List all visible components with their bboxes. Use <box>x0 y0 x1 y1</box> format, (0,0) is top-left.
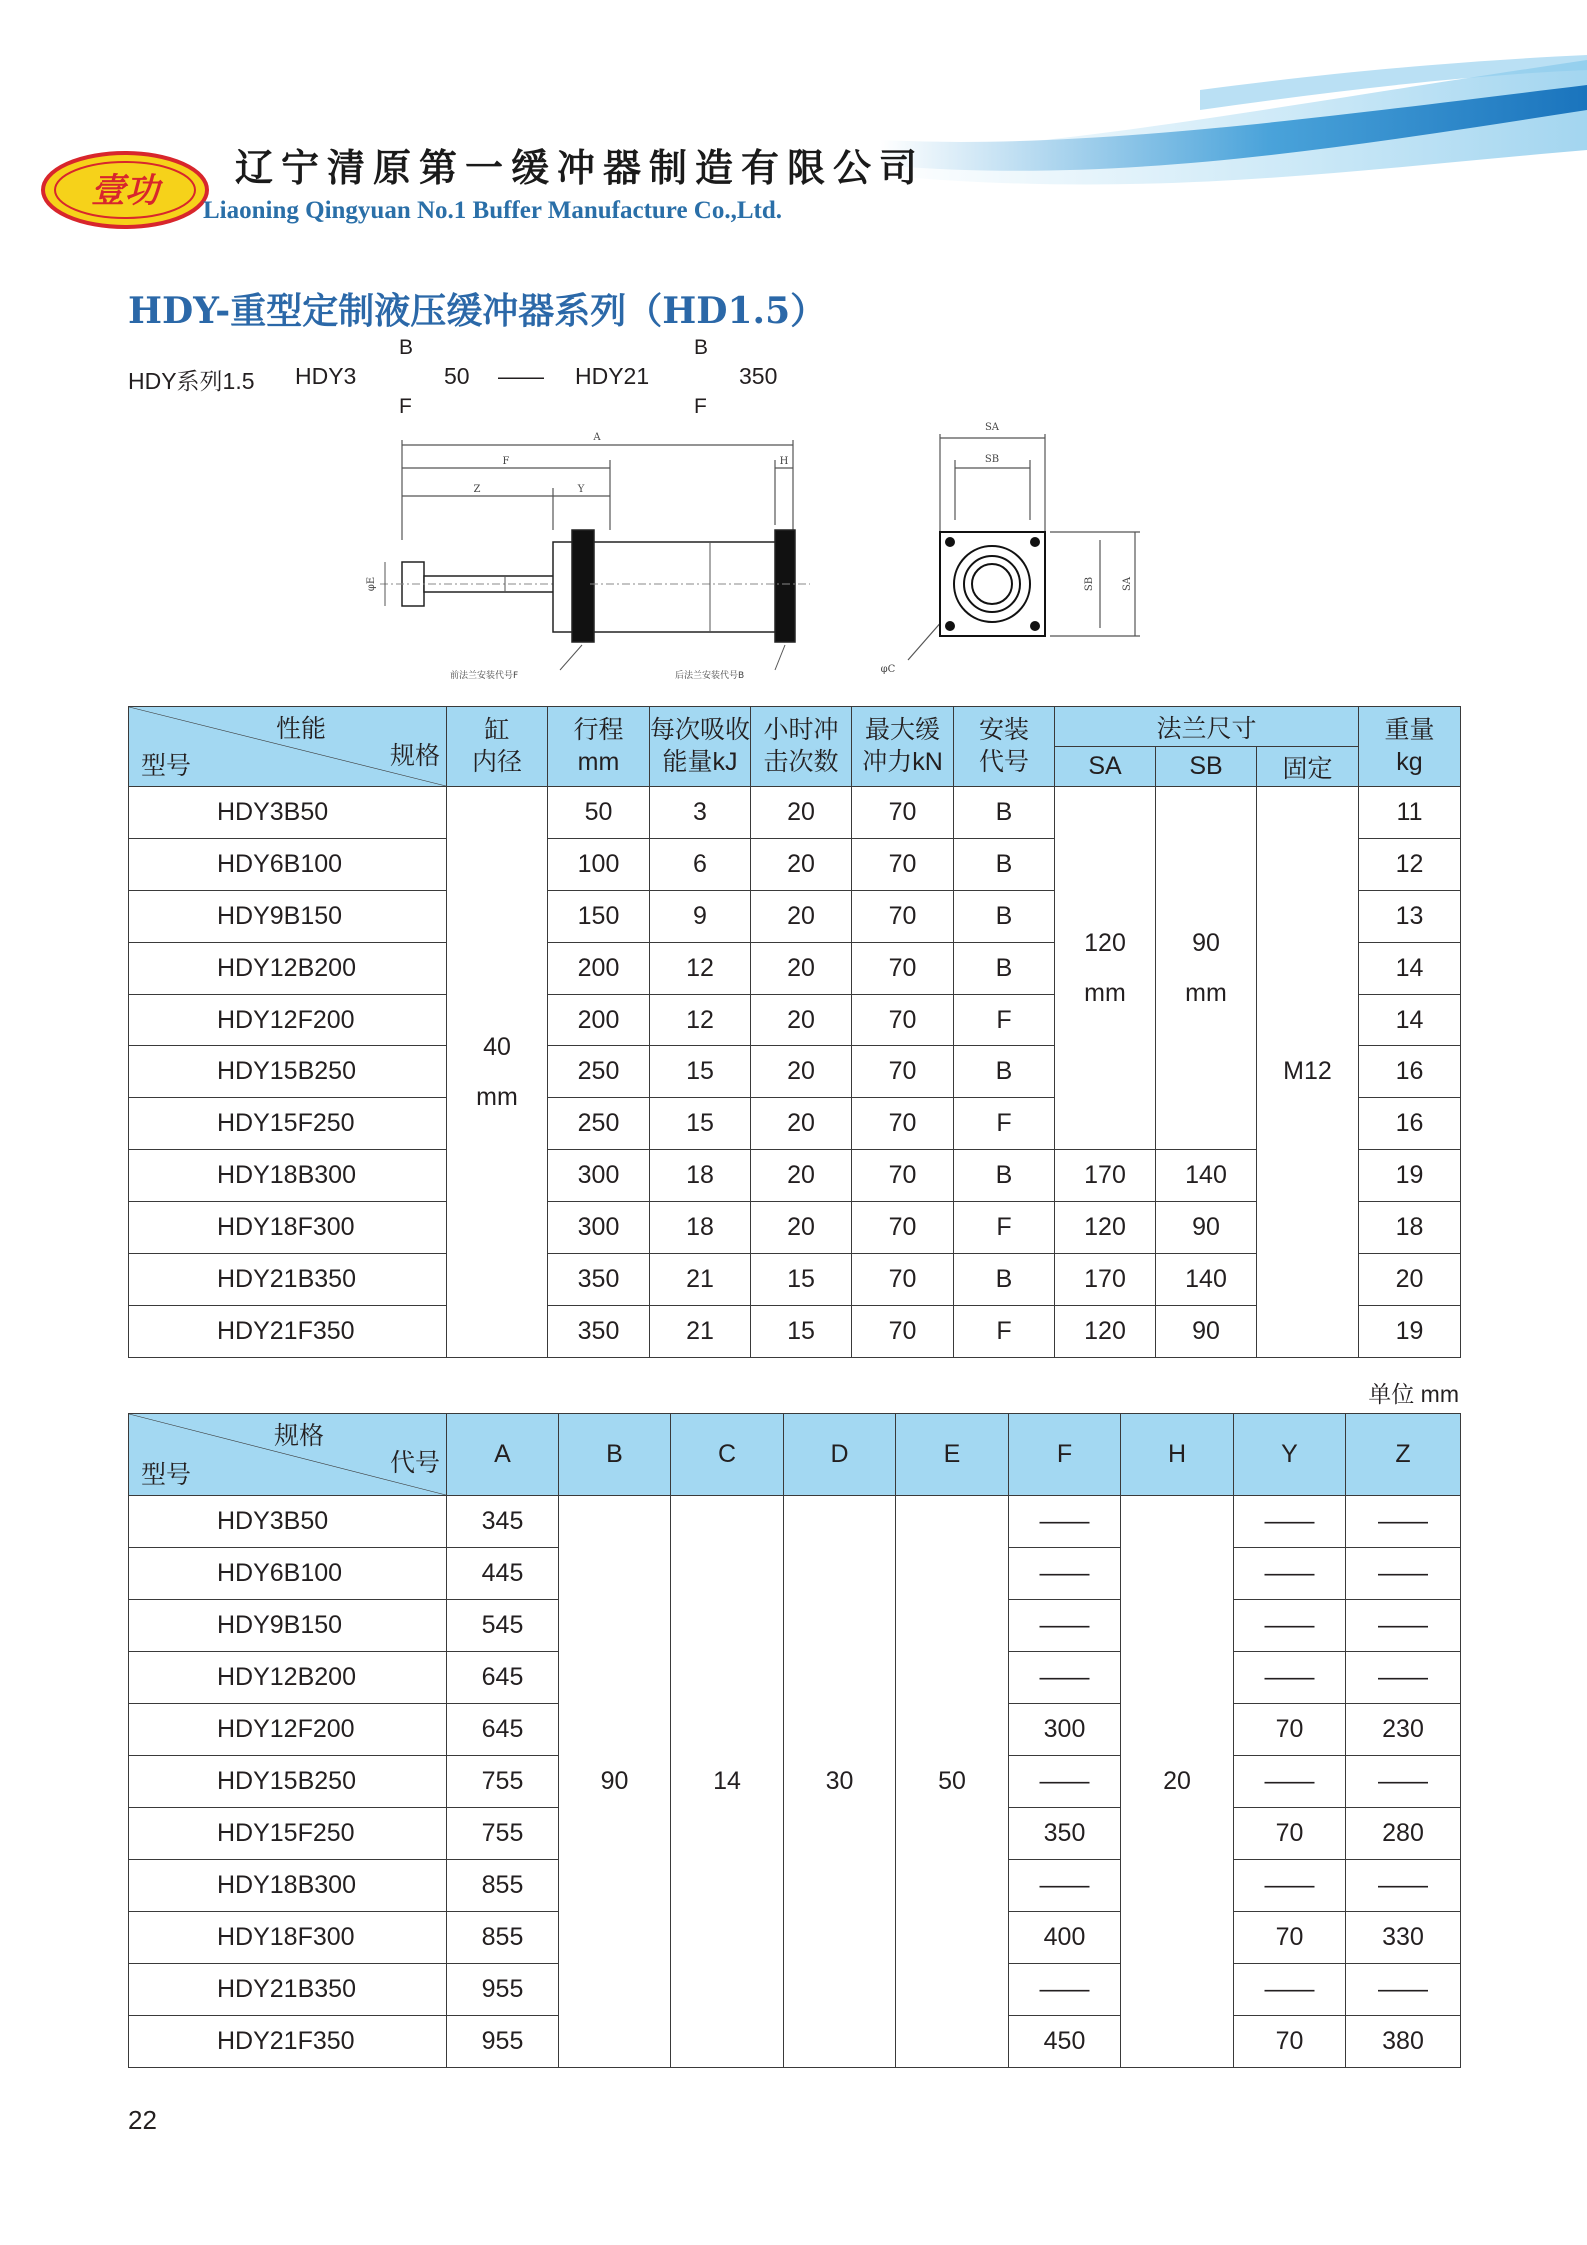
mount-cell: B <box>954 1254 1055 1306</box>
dim-label-a: A <box>593 432 601 443</box>
model-cell: HDY6B100 <box>129 838 447 890</box>
buffer-technical-drawing <box>350 420 1150 690</box>
a-cell: 445 <box>447 1548 559 1600</box>
performance-table <box>128 706 1461 1358</box>
model-line-prefix: HDY系列1.5 <box>128 368 255 394</box>
dim-label-h: H <box>779 456 789 467</box>
model-cell: HDY3B50 <box>129 1496 447 1548</box>
mount-cell: B <box>954 890 1055 942</box>
weight-cell: 11 <box>1359 787 1461 839</box>
table2-corner-top: 规格 <box>274 1422 325 1450</box>
mount-cell: B <box>954 787 1055 839</box>
model-cell: HDY18B300 <box>129 1150 447 1202</box>
table1-corner-top: 性能 <box>276 715 327 743</box>
weight-cell: 16 <box>1359 1046 1461 1098</box>
weight-cell: 18 <box>1359 1202 1461 1254</box>
force-cell: 70 <box>852 994 954 1046</box>
model-cell: HDY12F200 <box>129 1704 447 1756</box>
front-flange-label: 前法兰安装代号F <box>450 671 519 681</box>
stroke-cell: 250 <box>548 1046 650 1098</box>
model-line-start-top: B <box>399 336 414 359</box>
stroke-cell: 250 <box>548 1098 650 1150</box>
y-cell: —— <box>1234 1756 1346 1808</box>
stroke-cell: 200 <box>548 942 650 994</box>
f-cell: —— <box>1009 1860 1121 1912</box>
z-cell: 230 <box>1346 1704 1461 1756</box>
model-line-dash: —— <box>498 363 544 389</box>
table1-corner-bottom: 型号 <box>141 752 192 780</box>
cycles-cell: 15 <box>751 1254 852 1306</box>
model-line-end-top: B <box>694 336 709 359</box>
mount-cell: F <box>954 1202 1055 1254</box>
model-cell: HDY15B250 <box>129 1046 447 1098</box>
weight-cell: 14 <box>1359 942 1461 994</box>
energy-cell: 15 <box>650 1046 751 1098</box>
sb-cell: 140 <box>1156 1254 1257 1306</box>
table2-header-a: A <box>447 1414 559 1496</box>
table1-header-energy: 每次吸收 能量kJ <box>650 707 751 787</box>
a-cell: 955 <box>447 1964 559 2016</box>
f-cell: —— <box>1009 1652 1121 1704</box>
weight-cell: 20 <box>1359 1254 1461 1306</box>
table1-corner-header <box>129 707 447 787</box>
model-cell: HDY21F350 <box>129 2016 447 2068</box>
table2-corner-mid: 代号 <box>389 1449 440 1477</box>
cycles-cell: 20 <box>751 994 852 1046</box>
model-line-end-stroke: 350 <box>739 363 778 389</box>
stroke-cell: 100 <box>548 838 650 890</box>
cycles-cell: 15 <box>751 1305 852 1357</box>
mount-cell: B <box>954 1046 1055 1098</box>
z-cell: 280 <box>1346 1808 1461 1860</box>
model-cell: HDY9B150 <box>129 1600 447 1652</box>
model-cell: HDY12B200 <box>129 942 447 994</box>
a-cell: 645 <box>447 1652 559 1704</box>
model-cell: HDY3B50 <box>129 787 447 839</box>
mount-cell: F <box>954 1305 1055 1357</box>
table1-row <box>129 787 1461 839</box>
cycles-cell: 20 <box>751 1046 852 1098</box>
weight-cell: 19 <box>1359 1305 1461 1357</box>
table1-header-force: 最大缓 冲力kN <box>852 707 954 787</box>
y-cell: 70 <box>1234 1808 1346 1860</box>
table1-header-sb: SB <box>1156 747 1257 787</box>
company-logo <box>40 150 210 230</box>
force-cell: 70 <box>852 1046 954 1098</box>
y-cell: 70 <box>1234 1704 1346 1756</box>
mount-cell: B <box>954 1150 1055 1202</box>
weight-cell: 13 <box>1359 890 1461 942</box>
y-cell: 70 <box>1234 2016 1346 2068</box>
sb-cell: 140 <box>1156 1150 1257 1202</box>
sa-cell: 170 <box>1055 1150 1156 1202</box>
weight-cell: 19 <box>1359 1150 1461 1202</box>
z-cell: —— <box>1346 1964 1461 2016</box>
model-cell: HDY12F200 <box>129 994 447 1046</box>
a-cell: 755 <box>447 1756 559 1808</box>
model-cell: HDY9B150 <box>129 890 447 942</box>
sb-cell: 90 <box>1156 1202 1257 1254</box>
table2-header-y: Y <box>1234 1414 1346 1496</box>
y-cell: —— <box>1234 1548 1346 1600</box>
table1-header-bore: 缸 内径 <box>447 707 548 787</box>
sa-cell: 170 <box>1055 1254 1156 1306</box>
a-cell: 545 <box>447 1600 559 1652</box>
company-name-cn: 辽宁清原第一缓冲器制造有限公司 <box>235 145 926 190</box>
force-cell: 70 <box>852 1150 954 1202</box>
model-line-end: HDY21 <box>575 363 650 389</box>
energy-cell: 21 <box>650 1254 751 1306</box>
weight-cell: 14 <box>1359 994 1461 1046</box>
cycles-cell: 20 <box>751 1202 852 1254</box>
table1-header-sa: SA <box>1055 747 1156 787</box>
model-cell: HDY12B200 <box>129 1652 447 1704</box>
model-cell: HDY18F300 <box>129 1912 447 1964</box>
model-line-start-stroke: 50 <box>444 363 470 389</box>
table2-header-z: Z <box>1346 1414 1461 1496</box>
force-cell: 70 <box>852 838 954 890</box>
mount-cell: F <box>954 1098 1055 1150</box>
y-cell: —— <box>1234 1496 1346 1548</box>
dim-label-sa-side: SA <box>1122 576 1133 592</box>
company-name-en: Liaoning Qingyuan No.1 Buffer Manufacture Co.,Ltd. <box>203 197 783 224</box>
mount-cell: B <box>954 942 1055 994</box>
stroke-cell: 350 <box>548 1254 650 1306</box>
table1-header-weight: 重量 kg <box>1359 707 1461 787</box>
energy-cell: 12 <box>650 994 751 1046</box>
bore-cell: 40 mm <box>447 787 548 1358</box>
table2-header-h: H <box>1121 1414 1234 1496</box>
unit-note: 单位 mm <box>1368 1381 1459 1407</box>
stroke-cell: 300 <box>548 1150 650 1202</box>
dim-label-e: φE <box>366 576 377 592</box>
f-cell: 350 <box>1009 1808 1121 1860</box>
sa-cell: 120 mm <box>1055 787 1156 1150</box>
a-cell: 345 <box>447 1496 559 1548</box>
f-cell: —— <box>1009 1548 1121 1600</box>
table1-header-mount: 安装 代号 <box>954 707 1055 787</box>
mount-cell: B <box>954 838 1055 890</box>
model-cell: HDY18F300 <box>129 1202 447 1254</box>
model-cell: HDY15B250 <box>129 1756 447 1808</box>
force-cell: 70 <box>852 1098 954 1150</box>
logo-text: 壹功 <box>91 171 159 211</box>
sa-cell: 120 <box>1055 1202 1156 1254</box>
z-cell: —— <box>1346 1652 1461 1704</box>
d-cell: 30 <box>784 1496 896 2068</box>
model-line-start-bottom: F <box>399 395 412 418</box>
y-cell: 70 <box>1234 1912 1346 1964</box>
z-cell: —— <box>1346 1860 1461 1912</box>
energy-cell: 12 <box>650 942 751 994</box>
y-cell: —— <box>1234 1600 1346 1652</box>
force-cell: 70 <box>852 1202 954 1254</box>
cycles-cell: 20 <box>751 787 852 839</box>
stroke-cell: 50 <box>548 787 650 839</box>
energy-cell: 15 <box>650 1098 751 1150</box>
sa-cell: 120 <box>1055 1305 1156 1357</box>
model-line-end-bottom: F <box>694 395 707 418</box>
f-cell: 400 <box>1009 1912 1121 1964</box>
f-cell: —— <box>1009 1600 1121 1652</box>
table2-header-b: B <box>559 1414 671 1496</box>
table1-header-stroke: 行程 mm <box>548 707 650 787</box>
energy-cell: 3 <box>650 787 751 839</box>
z-cell: —— <box>1346 1496 1461 1548</box>
a-cell: 645 <box>447 1704 559 1756</box>
b-cell: 90 <box>559 1496 671 2068</box>
stroke-cell: 350 <box>548 1305 650 1357</box>
y-cell: —— <box>1234 1652 1346 1704</box>
dim-label-z: Z <box>473 484 481 495</box>
model-cell: HDY21F350 <box>129 1305 447 1357</box>
table1-corner-mid: 规格 <box>389 742 440 770</box>
energy-cell: 9 <box>650 890 751 942</box>
stroke-cell: 150 <box>548 890 650 942</box>
energy-cell: 21 <box>650 1305 751 1357</box>
a-cell: 755 <box>447 1808 559 1860</box>
z-cell: 380 <box>1346 2016 1461 2068</box>
dim-label-c: φC <box>880 664 896 675</box>
force-cell: 70 <box>852 787 954 839</box>
dim-label-sb-side: SB <box>1084 576 1095 592</box>
cycles-cell: 20 <box>751 838 852 890</box>
cycles-cell: 20 <box>751 890 852 942</box>
cycles-cell: 20 <box>751 942 852 994</box>
table1-header-fix: 固定 <box>1257 747 1359 787</box>
energy-cell: 18 <box>650 1150 751 1202</box>
table2-header-e: E <box>896 1414 1009 1496</box>
table2-row <box>129 1496 1461 1548</box>
c-cell: 14 <box>671 1496 784 2068</box>
table2-header-f: F <box>1009 1414 1121 1496</box>
table2-header-c: C <box>671 1414 784 1496</box>
y-cell: —— <box>1234 1964 1346 2016</box>
model-line-start: HDY3 <box>295 363 357 389</box>
force-cell: 70 <box>852 1305 954 1357</box>
f-cell: —— <box>1009 1496 1121 1548</box>
table2-corner-bottom: 型号 <box>141 1461 192 1489</box>
fix-cell: M12 <box>1257 787 1359 1358</box>
z-cell: —— <box>1346 1600 1461 1652</box>
z-cell: —— <box>1346 1756 1461 1808</box>
dim-label-sa-top: SA <box>984 422 1000 433</box>
model-cell: HDY21B350 <box>129 1254 447 1306</box>
f-cell: —— <box>1009 1756 1121 1808</box>
page-title: HDY-重型定制液压缓冲器系列（HD1.5） <box>128 290 827 332</box>
cycles-cell: 20 <box>751 1150 852 1202</box>
dimension-table <box>128 1413 1461 2068</box>
weight-cell: 12 <box>1359 838 1461 890</box>
stroke-cell: 300 <box>548 1202 650 1254</box>
weight-cell: 16 <box>1359 1098 1461 1150</box>
h-cell: 20 <box>1121 1496 1234 2068</box>
a-cell: 955 <box>447 2016 559 2068</box>
dim-label-sb-top: SB <box>984 454 1000 465</box>
energy-cell: 6 <box>650 838 751 890</box>
f-cell: —— <box>1009 1964 1121 2016</box>
table1-header-flange: 法兰尺寸 <box>1055 707 1359 747</box>
page-number: 22 <box>128 2105 157 2135</box>
model-cell: HDY15F250 <box>129 1098 447 1150</box>
model-cell: HDY6B100 <box>129 1548 447 1600</box>
force-cell: 70 <box>852 890 954 942</box>
f-cell: 450 <box>1009 2016 1121 2068</box>
force-cell: 70 <box>852 942 954 994</box>
dim-label-f: F <box>502 456 510 467</box>
mount-cell: F <box>954 994 1055 1046</box>
a-cell: 855 <box>447 1912 559 1964</box>
e-cell: 50 <box>896 1496 1009 2068</box>
y-cell: —— <box>1234 1860 1346 1912</box>
dim-label-y: Y <box>577 484 585 495</box>
model-cell: HDY15F250 <box>129 1808 447 1860</box>
table2-header-d: D <box>784 1414 896 1496</box>
model-cell: HDY21B350 <box>129 1964 447 2016</box>
a-cell: 855 <box>447 1860 559 1912</box>
energy-cell: 18 <box>650 1202 751 1254</box>
f-cell: 300 <box>1009 1704 1121 1756</box>
table1-header-cycles: 小时冲 击次数 <box>751 707 852 787</box>
z-cell: 330 <box>1346 1912 1461 1964</box>
sb-cell: 90 <box>1156 1305 1257 1357</box>
model-cell: HDY18B300 <box>129 1860 447 1912</box>
rear-flange-label: 后法兰安装代号B <box>675 671 745 681</box>
sb-cell: 90 mm <box>1156 787 1257 1150</box>
force-cell: 70 <box>852 1254 954 1306</box>
z-cell: —— <box>1346 1548 1461 1600</box>
stroke-cell: 200 <box>548 994 650 1046</box>
table2-corner-header <box>129 1414 447 1496</box>
cycles-cell: 20 <box>751 1098 852 1150</box>
